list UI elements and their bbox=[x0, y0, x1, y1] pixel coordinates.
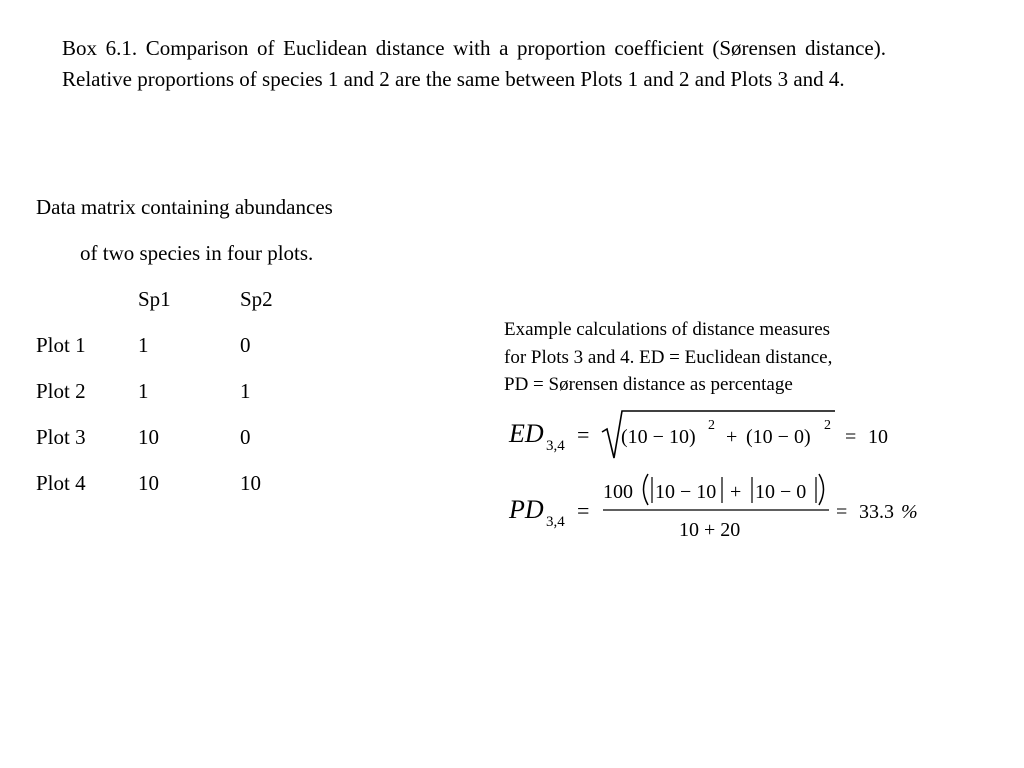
table-cell: 1 bbox=[138, 379, 149, 403]
box-caption: Box 6.1. Comparison of Euclidean distance with a proportion coefficient (Sørensen distance). Relative proportions of species 1 and 2 are the same between Plots 1 and 2 and Plots 3 and 4. bbox=[62, 36, 886, 91]
table-cell: 10 bbox=[138, 471, 159, 495]
calc-line1: Example calculations of distance measures bbox=[504, 319, 831, 340]
euclidean-distance-equation bbox=[508, 411, 888, 458]
pd-num-coef: 100 bbox=[603, 481, 633, 503]
calc-line3: PD = Sørensen distance as percentage bbox=[504, 374, 793, 395]
pd-denominator: 10 + 20 bbox=[679, 519, 741, 541]
right-paren bbox=[819, 474, 824, 505]
pd-plus: + bbox=[730, 481, 742, 503]
table-cell: 1 bbox=[240, 379, 251, 403]
table-cell: 10 bbox=[240, 471, 261, 495]
table-cell: 10 bbox=[138, 425, 159, 449]
table-cell: 1 bbox=[138, 333, 149, 357]
pd-symbol: PD bbox=[509, 495, 544, 524]
ed-plus: + bbox=[726, 426, 738, 448]
pd-num-a: 10 − 10 bbox=[655, 481, 717, 503]
pd-equals2: = bbox=[836, 501, 848, 523]
row-label: Plot 1 bbox=[36, 333, 86, 357]
col-header-sp2: Sp2 bbox=[240, 287, 273, 311]
matrix-title-line2: of two species in four plots. bbox=[80, 241, 314, 265]
ed-subscript: 3,4 bbox=[546, 438, 565, 454]
table-cell: 0 bbox=[240, 425, 251, 449]
ed-equals: = bbox=[577, 422, 590, 447]
ed-equals2: = bbox=[845, 426, 857, 448]
ed-exp2: 2 bbox=[824, 418, 831, 433]
pd-subscript: 3,4 bbox=[546, 514, 565, 530]
calc-line2: for Plots 3 and 4. ED = Euclidean distance, bbox=[504, 346, 833, 368]
col-header-sp1: Sp1 bbox=[138, 287, 171, 311]
ed-result: 10 bbox=[868, 426, 888, 448]
pd-equals: = bbox=[577, 498, 590, 523]
sorensen-distance-equation bbox=[508, 474, 918, 541]
pd-unit: % bbox=[901, 501, 918, 523]
ed-symbol: ED bbox=[509, 419, 544, 448]
ed-term1: (10 − 10) bbox=[621, 426, 696, 448]
pd-num-b: 10 − 0 bbox=[755, 481, 807, 503]
pd-result: 33.3 bbox=[859, 501, 894, 523]
table-cell: 0 bbox=[240, 333, 251, 357]
row-label: Plot 4 bbox=[36, 471, 86, 495]
left-paren bbox=[644, 474, 649, 505]
row-label: Plot 3 bbox=[36, 425, 86, 449]
row-label: Plot 2 bbox=[36, 379, 86, 403]
matrix-title-line1: Data matrix containing abundances bbox=[36, 195, 333, 219]
ed-term2: (10 − 0) bbox=[746, 426, 811, 448]
ed-exp1: 2 bbox=[708, 418, 715, 433]
